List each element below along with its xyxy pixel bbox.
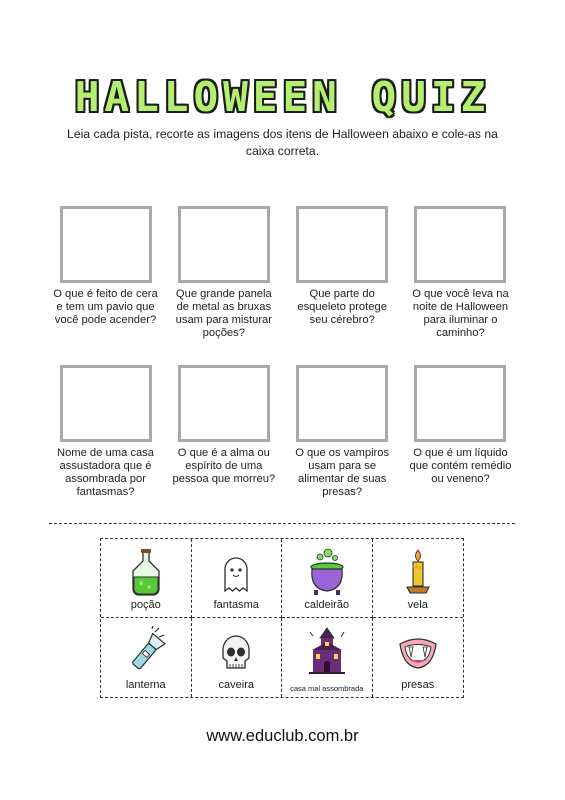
- cutout-card-haunted-house[interactable]: [282, 618, 373, 697]
- cutout-card-cauldron[interactable]: [282, 539, 373, 618]
- card-label: lanterna: [125, 679, 166, 691]
- potion-icon: [123, 547, 169, 599]
- quiz-cell: [287, 206, 398, 353]
- page-title: HALLOWEEN QUIZ: [74, 73, 491, 121]
- quiz-grid: [50, 206, 516, 512]
- answer-box[interactable]: [60, 365, 152, 442]
- footer-website[interactable]: www.educlub.com.br: [206, 727, 359, 745]
- haunted-house-icon: [304, 626, 350, 678]
- flashlight-icon: [123, 626, 169, 678]
- quiz-cell: [287, 365, 398, 512]
- card-label: poção: [130, 599, 161, 611]
- clue-text: O que é um líquido que contém remédio ou veneno?: [409, 447, 512, 485]
- card-label: vela: [407, 599, 428, 611]
- quiz-row-1: [50, 206, 516, 353]
- card-label: casa mal assombrada: [290, 683, 364, 693]
- quiz-cell: [168, 206, 279, 353]
- clue-text: O que é feito de cera e tem um pavio que você pode acender?: [53, 288, 158, 326]
- quiz-cell: [405, 365, 516, 512]
- clue-text: O que os vampiros usam para se alimentar de suas presas?: [295, 447, 390, 498]
- cutout-card-flashlight[interactable]: [101, 618, 192, 697]
- clue-text: O que você leva na noite de Halloween para iluminar o caminho?: [412, 288, 509, 339]
- clue-text: Nome de uma casa assustadora que é assombrada por fantasmas?: [56, 447, 154, 498]
- candle-icon: [395, 547, 441, 599]
- answer-box[interactable]: [178, 206, 270, 283]
- quiz-cell: [168, 365, 279, 512]
- cutout-cards: [100, 538, 464, 698]
- card-label: fantasma: [213, 599, 259, 611]
- cutout-card-skull[interactable]: [192, 618, 283, 697]
- answer-box[interactable]: [60, 206, 152, 283]
- quiz-cell: [50, 206, 161, 353]
- clue-text: Que parte do esqueleto protege seu cérebro?: [297, 288, 387, 326]
- card-label: caldeirão: [304, 599, 350, 611]
- clue-text: Que grande panela de metal as bruxas usam para misturar poções?: [175, 288, 273, 339]
- answer-box[interactable]: [414, 365, 506, 442]
- answer-box[interactable]: [296, 365, 388, 442]
- cutout-card-fangs[interactable]: [373, 618, 464, 697]
- cutout-card-candle[interactable]: [373, 539, 464, 618]
- skull-icon: [213, 626, 259, 678]
- cauldron-icon: [304, 547, 350, 599]
- quiz-cell: [405, 206, 516, 353]
- fangs-icon: [395, 626, 441, 678]
- card-label: caveira: [218, 679, 254, 691]
- ghost-icon: [213, 547, 259, 599]
- card-label: presas: [401, 679, 435, 691]
- cutout-card-potion[interactable]: [101, 539, 192, 618]
- quiz-cell: [50, 365, 161, 512]
- quiz-row-2: [50, 365, 516, 512]
- clue-text: O que é a alma ou espírito de uma pessoa que morreu?: [172, 447, 276, 485]
- cut-line: [49, 523, 515, 524]
- answer-box[interactable]: [414, 206, 506, 283]
- answer-box[interactable]: [296, 206, 388, 283]
- instructions-text: Leia cada pista, recorte as imagens dos itens de Halloween abaixo e cole-as na caixa correta.: [67, 127, 498, 158]
- cutout-card-ghost[interactable]: [192, 539, 283, 618]
- answer-box[interactable]: [178, 365, 270, 442]
